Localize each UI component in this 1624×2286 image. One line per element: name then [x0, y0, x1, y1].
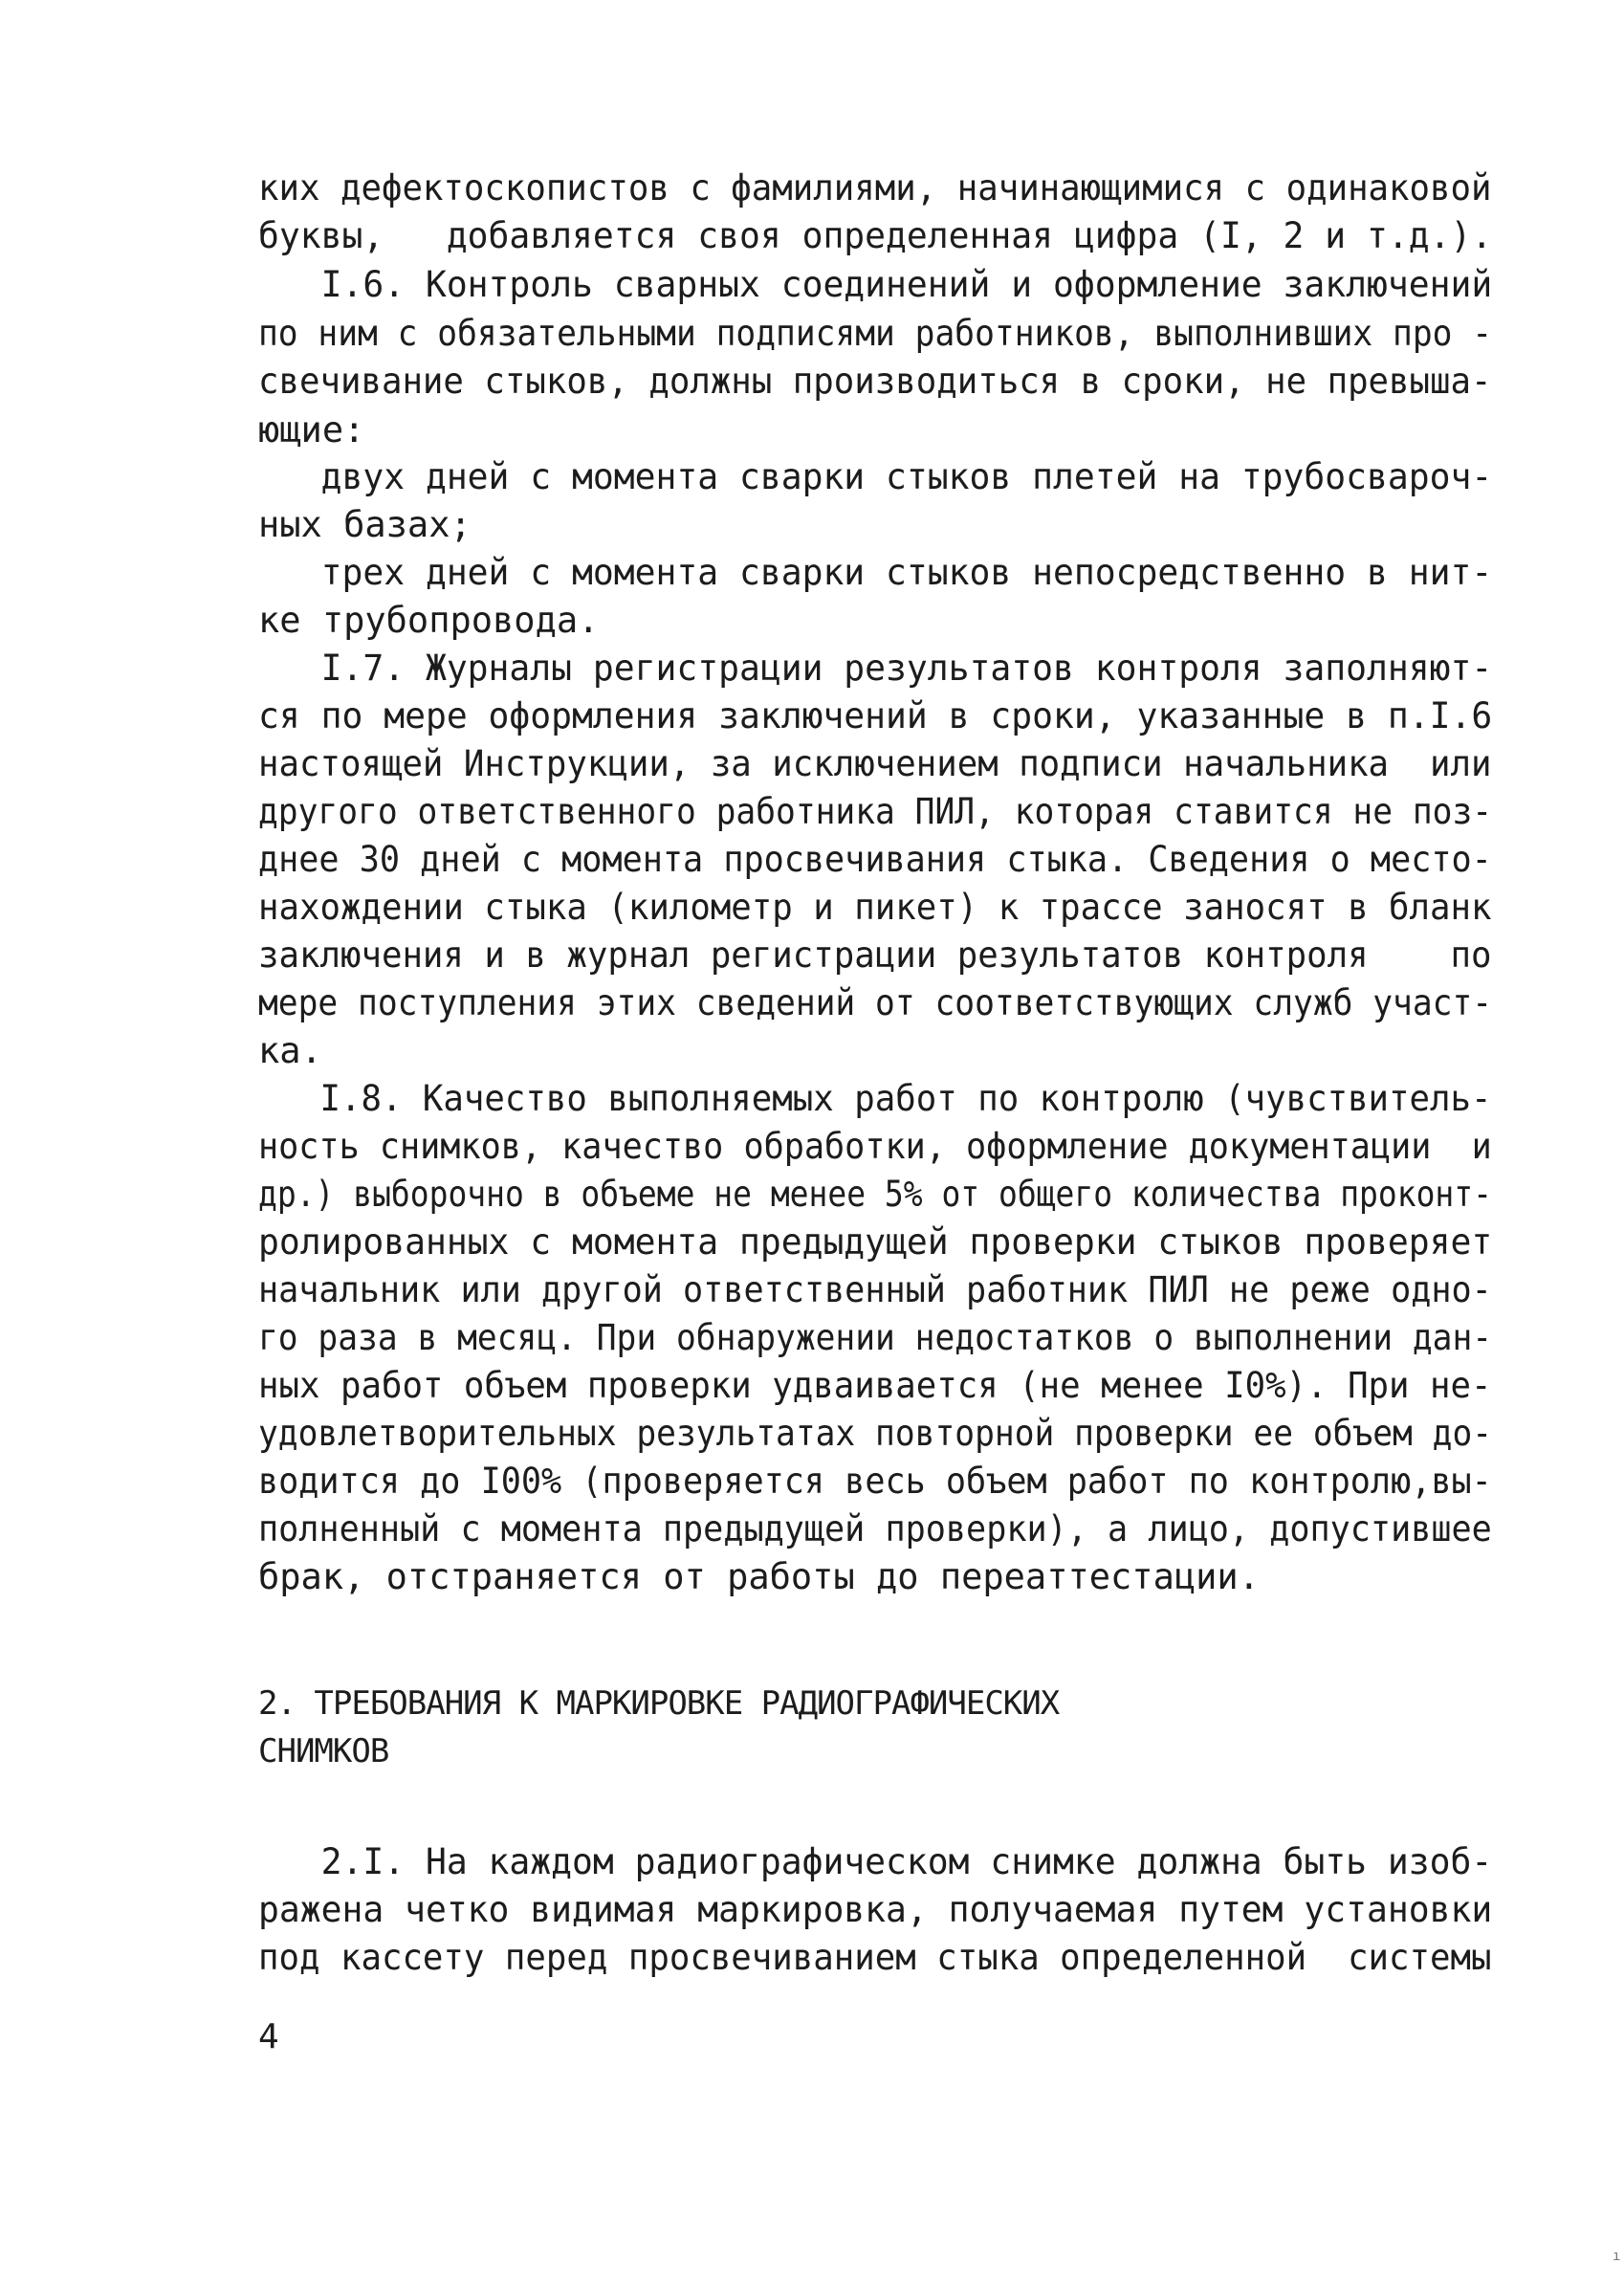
text-line: ролированных с момента предыдущей проверки стыков проверяет [258, 1221, 1493, 1263]
text-line: ких дефектоскопистов с фамилиями, начинающимися с одинаковой [258, 167, 1492, 209]
page-number: 4 [258, 2017, 279, 2056]
text-line: 2.I. На каждом радиографическом снимке должна быть изоб- [258, 1841, 1493, 1882]
text-line: днее 30 дней с момента просвечивания стыка. Сведения о место- [258, 839, 1492, 880]
text-line: начальник или другой ответственный работник ПИЛ не реже одно- [258, 1269, 1492, 1310]
text-line: ся по мере оформления заключений в сроки, указанные в п.I.6 [258, 695, 1493, 736]
scan-edge-mark: ı [1613, 2249, 1621, 2264]
text-line: ражена четко видимая маркировка, получаемая путем установки [258, 1889, 1493, 1930]
section-heading: СНИМКОВ [258, 1732, 389, 1770]
text-line: по ним с обязательными подписями работников, выполнивших про - [258, 313, 1493, 354]
text-line: нахождении стыка (километр и пикет) к трассе заносят в бланк [258, 887, 1492, 928]
text-line: буквы, добавляется своя определенная цифра (I, 2 и т.д.). [258, 215, 1493, 256]
text-line: I.8. Качество выполняемых работ по контролю (чувствитель- [258, 1078, 1492, 1119]
text-line: свечивание стыков, должны производиться в сроки, не превыша- [258, 361, 1492, 402]
text-line: полненный с момента предыдущей проверки), а лицо, допустившее [258, 1508, 1492, 1550]
text-line: др.) выборочно в объеме не менее 5% от общего количества проконт- [258, 1174, 1492, 1215]
text-line: двух дней с момента сварки стыков плетей на трубосвароч- [258, 456, 1493, 497]
text-line: ных базах; [258, 504, 472, 545]
text-line: ных работ объем проверки удваивается (не менее I0%). При не- [258, 1365, 1492, 1406]
text-line: водится до I00% (проверяется весь объем работ по контролю,вы- [258, 1461, 1492, 1502]
text-line: удовлетворительных результатах повторной проверки ее объем до- [258, 1413, 1493, 1454]
text-line: другого ответственного работника ПИЛ, которая ставится не поз- [258, 791, 1493, 832]
text-line: мере поступления этих сведений от соответствующих служб участ- [258, 982, 1493, 1023]
text-line: ность снимков, качество обработки, оформление документации и [258, 1126, 1492, 1167]
text-line: I.7. Журналы регистрации результатов контроля заполняют- [258, 648, 1493, 689]
text-line: заключения и в журнал регистрации результатов контроля по [258, 934, 1492, 976]
section-heading: 2. ТРЕБОВАНИЯ К МАРКИРОВКЕ РАДИОГРАФИЧЕСКИХ [258, 1684, 1060, 1723]
text-line: трех дней с момента сварки стыков непосредственно в нит- [258, 552, 1493, 593]
text-line: под кассету перед просвечиванием стыка определенной системы [258, 1937, 1492, 1978]
text-line: ка. [258, 1030, 322, 1071]
text-line: настоящей Инструкции, за исключением подписи начальника или [258, 743, 1492, 784]
text-line: ющие: [258, 409, 365, 451]
text-line: го раза в месяц. При обнаружении недостатков о выполнении дан- [258, 1317, 1493, 1358]
text-line: брак, отстраняется от работы до переаттестации. [258, 1556, 1260, 1597]
text-line: I.6. Контроль сварных соединений и оформление заключений [258, 264, 1493, 305]
text-line: ке трубопровода. [258, 600, 600, 641]
